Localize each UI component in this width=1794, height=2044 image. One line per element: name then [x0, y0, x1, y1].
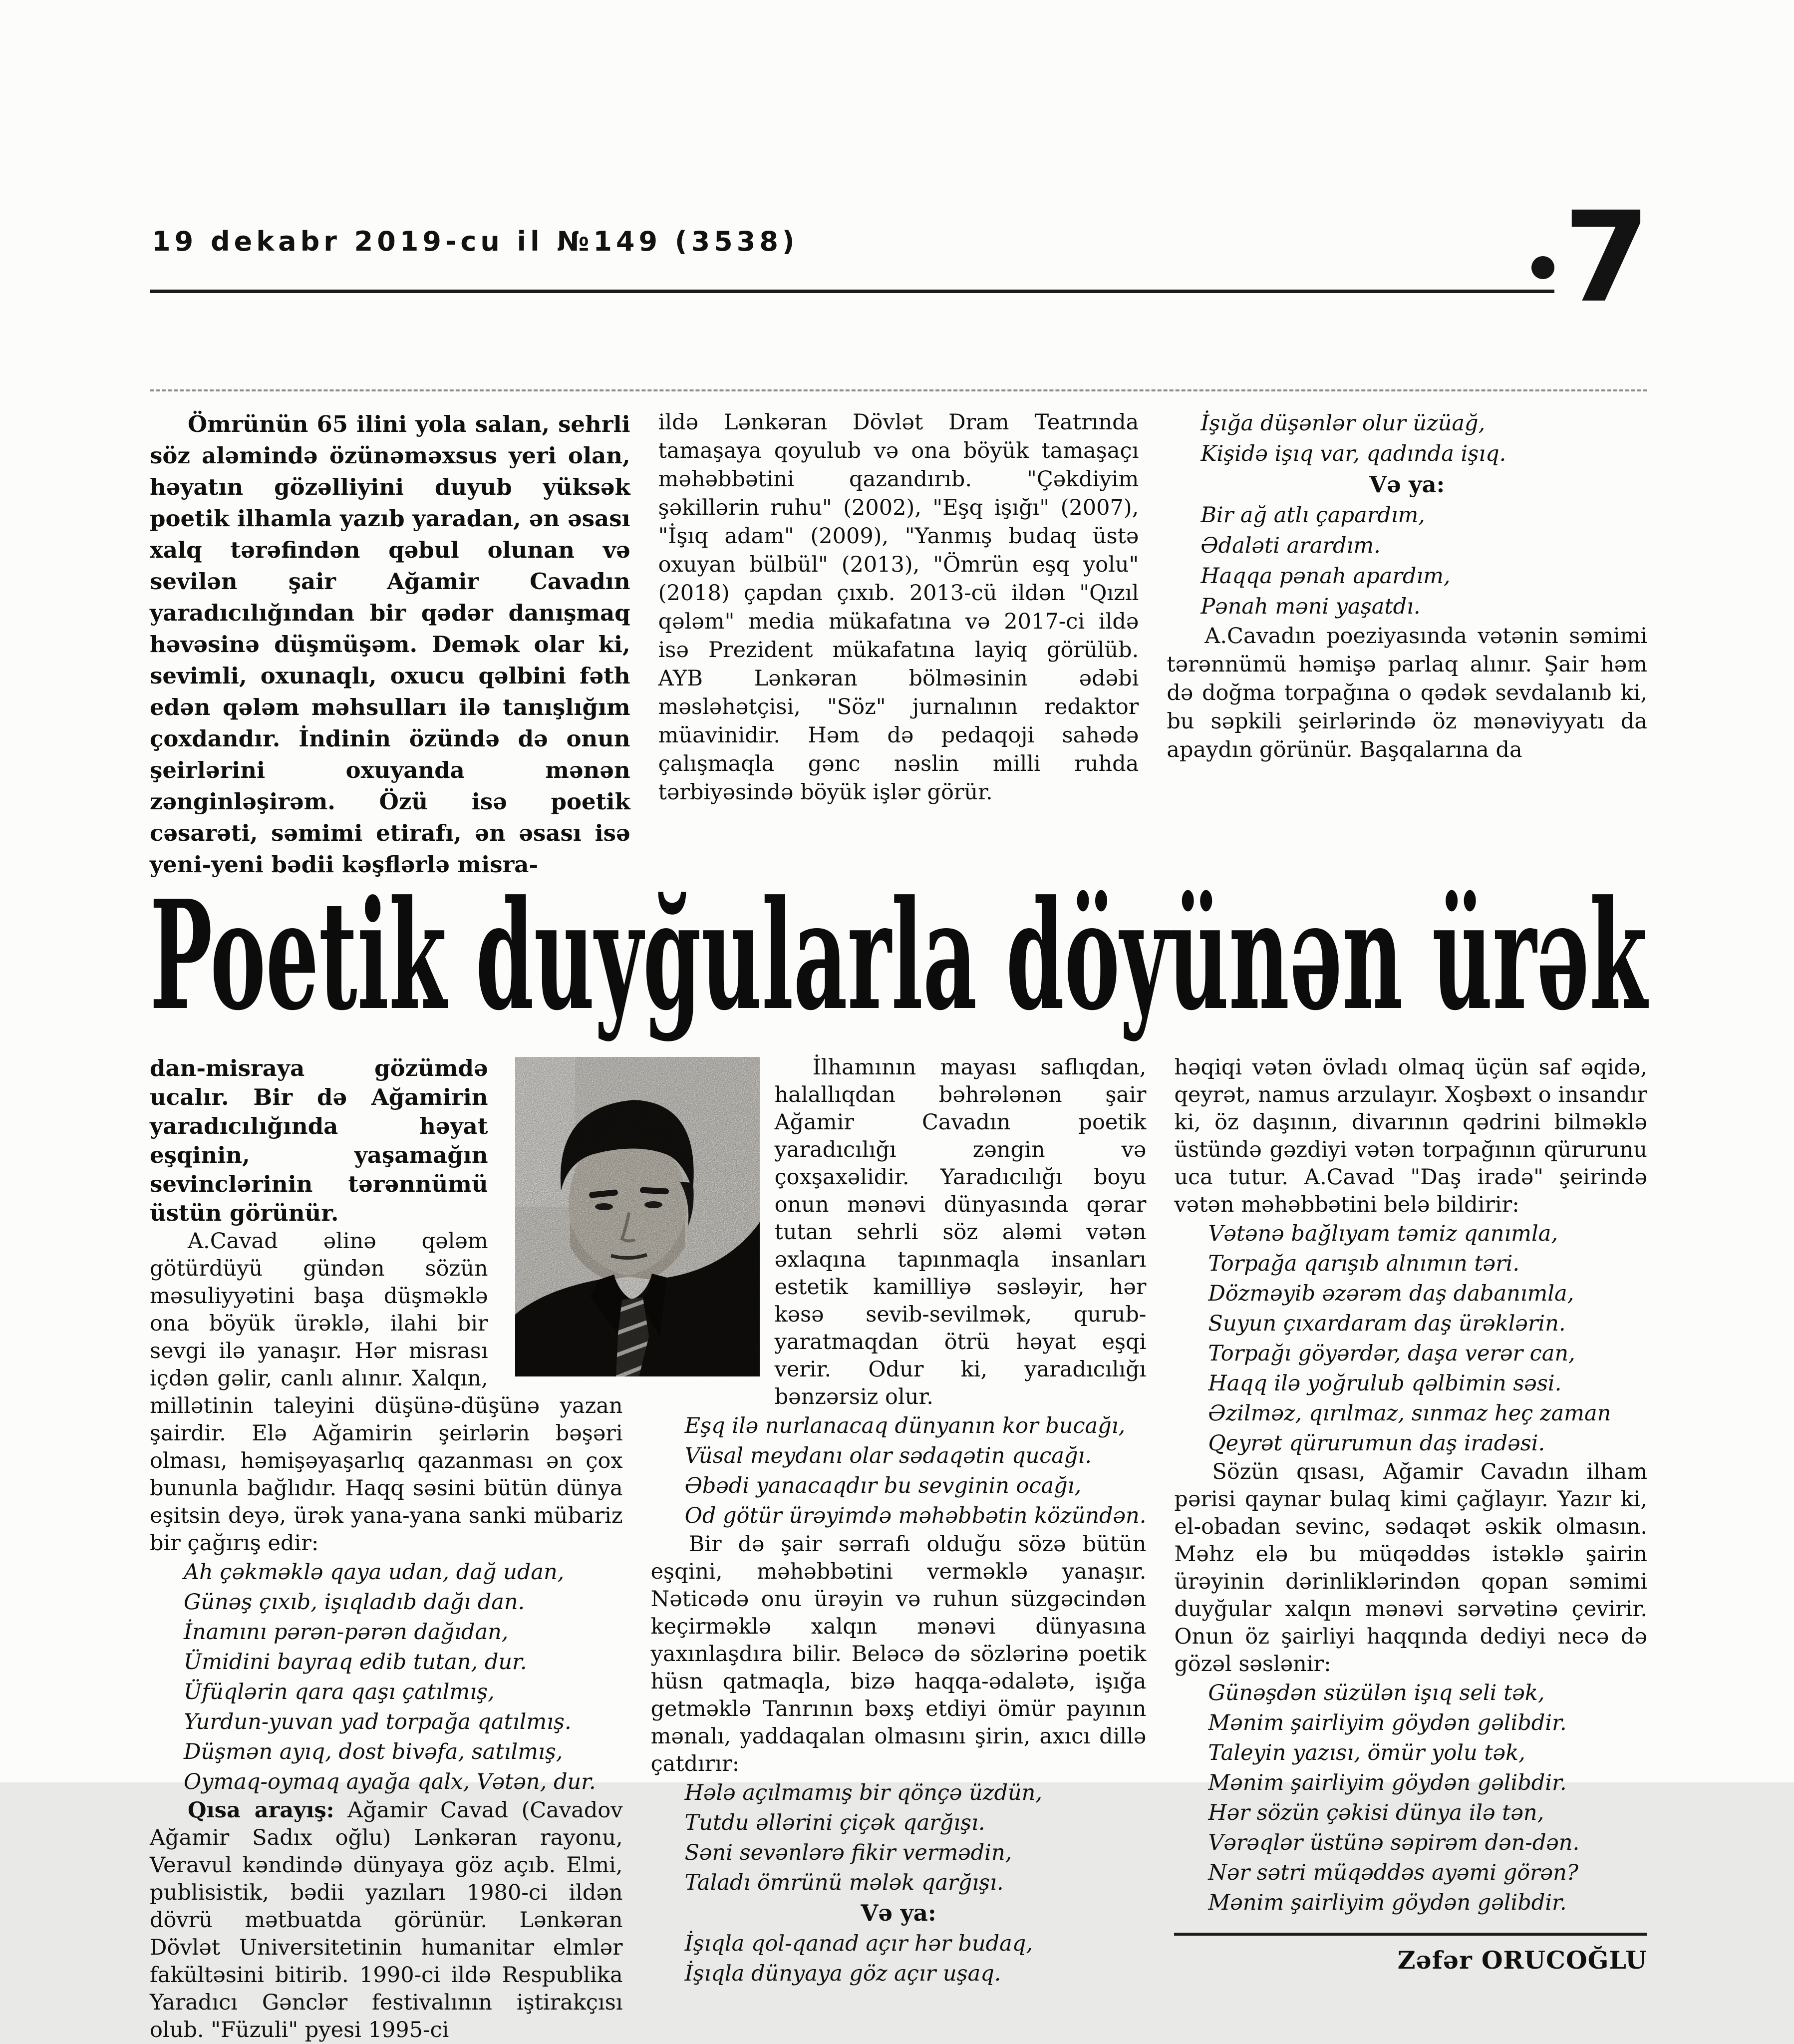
short-bio-paragraph	[150, 1797, 623, 2044]
body-column-right	[1174, 1054, 1647, 2044]
poem-line: Pənah məni yaşatdı.	[1200, 594, 1421, 619]
poem-line: Taladı ömrünü mələk qarğışı.	[684, 1870, 1004, 1895]
poem-block	[1174, 1678, 1647, 1918]
body-paragraph: İlhamının mayası saflıqdan, halallıqdan bəhrələnən şair Ağamir Cavadın poetik yaradıcılığı zəngin və çoxşaxəlidir. Yaradıcılığı boyu onun mənəvi dünyasında qərar tutan sehrli söz aləmi vətən əxlaqına tapınmaqla insanları estetik kamilliyə səsləyir, hər kəsə sevib-sevilmək, qurub-yaratmaqdan ötrü həyat eşqi verir. Odur ki, yaradıcılığı bənzərsiz olur.	[774, 1055, 1147, 1409]
poet-portrait-photo	[515, 1057, 760, 1376]
poem-line: Əzilməz, qırılmaz, sınmaz heç zaman	[1208, 1401, 1611, 1426]
poem-line: Hələ açılmamış bir qönçə üzdün,	[684, 1780, 1043, 1805]
poem-line: Oymaq-oymaq ayağa qalx, Vətən, dur.	[184, 1769, 596, 1794]
poem-line: Suyun çıxardaram daş ürəklərin.	[1208, 1311, 1566, 1336]
intro-column-2	[658, 408, 1139, 880]
veya-label: Və ya:	[1369, 471, 1445, 498]
masthead-date: 19 dekabr 2019-cu il №149 (3538)	[152, 226, 799, 257]
poem-line: Od götür ürəyimdə məhəbbətin közündən.	[684, 1503, 1147, 1528]
poem-block	[651, 1778, 1147, 1898]
poem-block	[651, 1411, 1147, 1531]
body-paragraph: həqiqi vətən övladı olmaq üçün saf əqidə, qeyrət, namus arzulayır. Xoşbəxt o insandır ki, öz daşının, divarının qədrini bilməklə üstündə gəzdiyi vətən torpağının qürurunu uca tutur. A.Cavad "Daş iradə" şeirində vətən məhəbbətini belə bildirir:	[1174, 1055, 1647, 1217]
poem-block	[1174, 1219, 1647, 1458]
body-paragraph: Sözün qısası, Ağamir Cavadın ilham pərisi qaynar bulaq kimi çağlayır. Yazır ki, el-obadan sevinc, sədaqət əskik olmasın. Məhz elə bu müqəddəs istəklə şairin ürəyinin dərinliklərindən qopan səmimi duyğular xalqın mənəvi sərvətinə çevirir. Onun öz şairliyi haqqında dediyi necə də gözəl səslənir:	[1174, 1459, 1647, 1677]
short-bio-label: Qısa arayış:	[188, 1798, 334, 1823]
veya-label: Və ya:	[861, 1900, 936, 1926]
poem-block	[1167, 500, 1647, 622]
poem-line: Nər sətri müqəddəs ayəmi görən?	[1208, 1860, 1578, 1885]
intro-paragraph: A.Cavadın poeziyasında vətənin səmimi tərənnümü həmişə parlaq alınır. Şair həm də doğma torpağına o qədək sevdalanıb ki, bu səpkili şeirlərində öz mənəviyyatı da apaydın görünür. Başqalarına da	[1167, 624, 1647, 762]
poem-line: İşığa düşənlər olur üzüağ,	[1200, 411, 1486, 436]
poem-line: Mənim şairliyim göydən gəlibdir.	[1208, 1710, 1567, 1735]
poem-block	[1167, 408, 1647, 469]
author-signature: Zəfər ORUCOĞLU	[1397, 1946, 1647, 1975]
masthead-rule	[150, 290, 1554, 293]
poem-block	[651, 1929, 1147, 1989]
poem-line: Hər sözün çəkisi dünya ilə tən,	[1208, 1800, 1544, 1825]
article-body	[150, 1054, 1647, 2044]
intro-paragraph: ildə Lənkəran Dövlət Dram Teatrında tamaşaya qoyulub və ona böyük tamaşaçı məhəbbətini qazandırıb. "Çəkdiyim şəkillərin ruhu" (2002), "Eşq işığı" (2007), "İşıq adam" (2009), "Yanmış budaq üstə oxuyan bülbül" (2013), "Ömrün eşq yolu" (2018) çapdan çıxıb. 2013-cü ildən "Qızıl qələm" media mükafatına və 2017-ci ildə isə Prezident mükafatına layiq görülüb. AYB Lənkəran bölməsinin ədəbi məsləhətçisi, "Söz" jurnalının redaktor müavinidir. Həm də pedaqoji sahədə çalışmaqla gənc nəslin milli ruhda tərbiyəsində böyük işlər görür.	[658, 410, 1139, 805]
poem-line: Ədaləti arardım.	[1200, 533, 1381, 558]
poem-line: Kişidə işıq var, qadında işıq.	[1200, 441, 1506, 466]
poem-line: Vərəqlər üstünə səpirəm dən-dən.	[1208, 1830, 1580, 1855]
masthead	[150, 185, 1650, 330]
poem-line: Torpağı göyərdər, daşa verər can,	[1208, 1341, 1575, 1366]
bullet-dot-icon	[1531, 256, 1554, 279]
intro-section	[150, 389, 1647, 880]
poem-line: Əbədi yanacaqdır bu sevginin ocağı,	[684, 1473, 1082, 1498]
poem-line: Eşq ilə nurlanacaq dünyanın kor bucağı,	[684, 1413, 1126, 1438]
article-headline	[150, 867, 1650, 1043]
poem-line: Tutdu əllərini çiçək qarğışı.	[684, 1810, 985, 1835]
body-paragraph: A.Cavad əlinə qələm götürdüyü gündən sözün məsuliyyətini başa düşməklə ona böyük ürəklə, ilahi bir sevgi ilə yanaşır. Hər misrası içdən gəlir, canlı alınır. Xalqın, millətinin taleyini düşünə-düşünə yazan şairdir. Elə Ağamirin şeirlərin bəşəri olması, həmişəyaşarlıq qazanması ən çox bununla bağlıdır. Haqq səsini bütün dünya eşitsin deyə, ürək yana-yana sanki mübariz bir çağırış edir:	[150, 1229, 623, 1556]
poem-line: Düşmən ayıq, dost bivəfa, satılmış,	[184, 1739, 563, 1764]
poem-line: İşıqla qol-qanad açır hər budaq,	[684, 1931, 1033, 1956]
poem-line: Qeyrət qürurumun daş iradəsi.	[1208, 1431, 1545, 1456]
poem-line: Bir ağ atlı çapardım,	[1200, 503, 1425, 528]
poem-line: İşıqla dünyaya göz açır uşaq.	[684, 1961, 1001, 1986]
poem-line: Səni sevənlərə fikir vermədin,	[684, 1840, 1012, 1865]
short-bio-text: Ağamir Cavad (Cavadov Ağamir Sadıx oğlu) Lənkəran rayonu, Veravul kəndində dünyaya göz açıb. Elmi, publisistik, bədii yazıları 1980-ci ildən dövrü mətbuatda görünür. Lənkəran Dövlət Universitetinin humanitar elmlər fakültəsini bitirib. 1990-ci ildə Respublika Yaradıcı Gənclər festivalının iştirakçısı olub. "Füzuli" pyesi 1995-ci	[150, 1798, 623, 2043]
headline-text: Poetik duyğularla döyünən ürək	[150, 867, 1650, 1043]
body-paragraph: Bir də şair sərrafı olduğu sözə bütün eşqini, məhəbbətini verməklə yanaşır. Nəticədə onu ürəyin və ruhun süzgəcindən keçirməklə xalqın mənəvi dünyasına yaxınlaşdıra bilir. Beləcə də sözlərinə poetik hüsn qatmaqla, bizə haqqa-ədalətə, işığa getməklə Tanrının bəxş etdiyi ömür payının mənalı, yaddaqalan olmasını şirin, axıcı dillə çatdırır:	[650, 1532, 1147, 1776]
intro-column-1	[150, 408, 630, 880]
portrait-illustration	[515, 1057, 760, 1376]
poem-line: Vüsal meydanı olar sədaqətin qucağı.	[684, 1443, 1092, 1468]
intro-paragraph-bold: Ömrünün 65 ilini yola salan, sehrli söz aləmində özünəməxsus yeri olan, həyatın gözəlliyini duyub yüksək poetik ilhamla yazıb yaradan, ən əsası xalq tərəfindən qəbul olunan və sevilən şair Ağamir Cavadın yaradıcılığından bir qədər danışmaq həvəsinə düşmüşəm. Demək olar ki, sevimli, oxunaqlı, oxucu qəlbini fəth edən qələm məhsulları ilə tanışlığım çoxdandır. İndinin özündə də onun şeirlərini oxuyanda mənən zənginləşirəm. Özü isə poetik cəsarəti, səmimi etirafı, ən əsası isə yeni-yeni bədii kəşflərlə misra-	[150, 411, 630, 878]
poem-line: İnamını pərən-pərən dağıdan,	[184, 1620, 509, 1645]
poem-line: Vətənə bağlıyam təmiz qanımla,	[1208, 1221, 1558, 1246]
poem-line: Taleyin yazısı, ömür yolu tək,	[1208, 1740, 1525, 1765]
poem-line: Ümidini bayraq edib tutan, dur.	[184, 1650, 527, 1675]
poem-line: Günəşdən süzülən işıq seli tək,	[1208, 1681, 1545, 1705]
poem-line: Dözməyib əzərəm daş dabanımla,	[1208, 1281, 1574, 1306]
page-number: 7	[1563, 185, 1650, 330]
poem-line: Haqq ilə yoğrulub qəlbimin səsi.	[1208, 1371, 1562, 1396]
poem-line: Üfüqlərin qara qaşı çatılmış,	[184, 1680, 495, 1704]
headline-svg	[150, 867, 1650, 1043]
lead-paragraph: dan-misraya gözümdə ucalır. Bir də Ağamirin yaradıcılığında həyat eşqinin, yaşamağın sevinclərinin tərənnümü üstün görünür.	[150, 1055, 488, 1226]
poem-line: Mənim şairliyim göydən gəlibdir.	[1208, 1890, 1567, 1915]
poem-line: Haqqa pənah apardım,	[1200, 564, 1451, 589]
poem-block	[150, 1557, 623, 1797]
poem-line: Yurdun-yuvan yad torpağa qatılmış.	[184, 1709, 572, 1734]
body-column-middle	[651, 1054, 1147, 2044]
poem-line: Günəş çıxıb, işıqladıb dağı dan.	[184, 1590, 525, 1615]
poem-line: Torpağa qarışıb alnımın təri.	[1208, 1251, 1520, 1276]
intro-column-3	[1167, 408, 1647, 880]
poem-line: Mənim şairliyim göydən gəlibdir.	[1208, 1770, 1567, 1795]
poem-line: Ah çəkməklə qaya udan, dağ udan,	[184, 1560, 565, 1585]
